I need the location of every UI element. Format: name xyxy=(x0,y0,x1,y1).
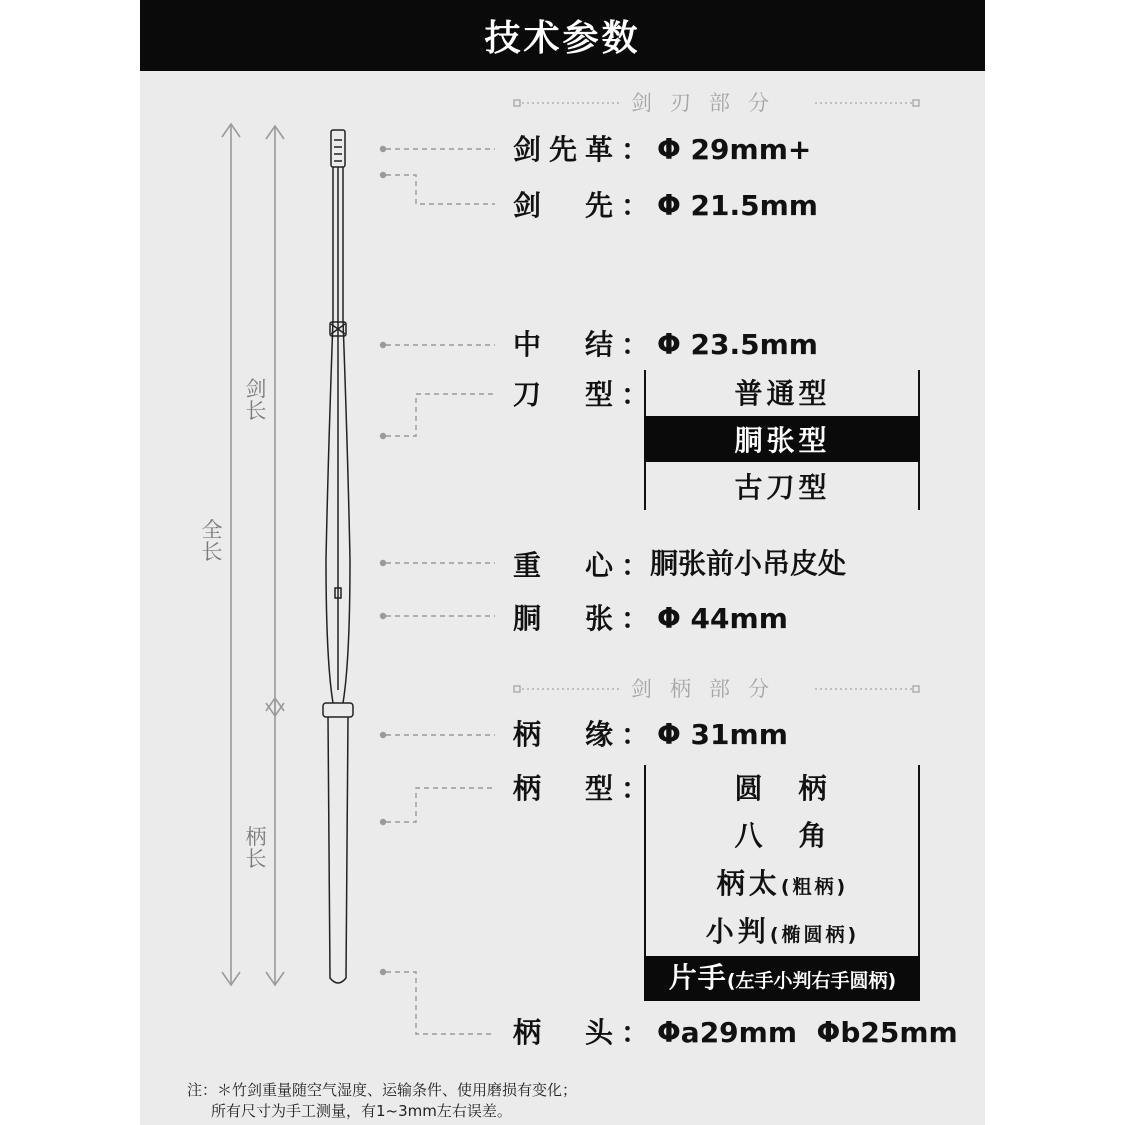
blade-section-title: 剑刃部分 xyxy=(631,91,787,115)
handle-type-sub: (粗柄) xyxy=(780,876,849,898)
sword-length-label: 剑长 xyxy=(245,377,267,424)
spec-label-tsuba-rim: 柄 缘 ： xyxy=(513,718,650,751)
spec-label-pommel: 柄 头 ： xyxy=(513,1016,650,1049)
spec-value-nakayui: Φ 23.5mm xyxy=(657,328,818,361)
handle-type-name: 片手 xyxy=(668,961,727,994)
handle-type-sub: (左手小判右手圆柄) xyxy=(726,970,897,992)
spec-value-dobari: Φ 44mm xyxy=(657,602,788,635)
spec-label-balance: 重 心 ： xyxy=(513,549,650,582)
blade-type-option-koto: 古刀型 xyxy=(734,471,831,504)
spec-label-nakayui: 中 结 ： xyxy=(513,328,650,361)
spec-value-saki: Φ 21.5mm xyxy=(657,189,818,222)
footnote-line-2: 所有尺寸为手工测量，有1~3mm左右误差。 xyxy=(211,1102,512,1120)
handle-type-name: 小判 xyxy=(705,915,770,948)
total-length-label: 全长 xyxy=(201,518,223,565)
page-title: 技术参数 xyxy=(140,0,985,71)
handle-length-label: 柄长 xyxy=(245,825,267,872)
blade-type-option-dobari: 胴张型 xyxy=(734,424,831,457)
handle-type-option-thick xyxy=(645,867,920,900)
handle-type-option-octagon: 八 角 xyxy=(734,819,831,852)
spec-value-pommel: Φa29mm Φb25mm xyxy=(657,1016,958,1049)
spec-label-blade-type: 刀 型 ： xyxy=(513,378,650,411)
handle-type-name: 柄太 xyxy=(716,867,781,900)
spec-value-tsuba-rim: Φ 31mm xyxy=(657,718,788,751)
spec-value-balance: 胴张前小吊皮处 xyxy=(650,547,847,580)
handle-type-sub: (椭圆柄) xyxy=(769,924,860,946)
handle-type-option-koban xyxy=(645,915,920,948)
handle-section-title: 剑柄部分 xyxy=(631,677,787,701)
spec-label-dobari: 胴 张 ： xyxy=(513,602,650,635)
blade-type-option-normal: 普通型 xyxy=(734,377,831,410)
handle-type-option-round: 圆 柄 xyxy=(734,772,831,805)
spec-label-sakigawa: 剑 先 革 ： xyxy=(513,133,650,166)
shinai-drawing xyxy=(323,130,353,983)
handle-type-option-katate xyxy=(645,961,920,994)
spec-value-sakigawa: Φ 29mm+ xyxy=(657,133,812,166)
spec-label-saki: 剑 先 ： xyxy=(513,189,650,222)
footnote-line-1: 注：＊竹剑重量随空气湿度、运输条件、使用磨损有变化； xyxy=(187,1081,578,1099)
spec-label-handle-type: 柄 型 ： xyxy=(513,772,650,805)
